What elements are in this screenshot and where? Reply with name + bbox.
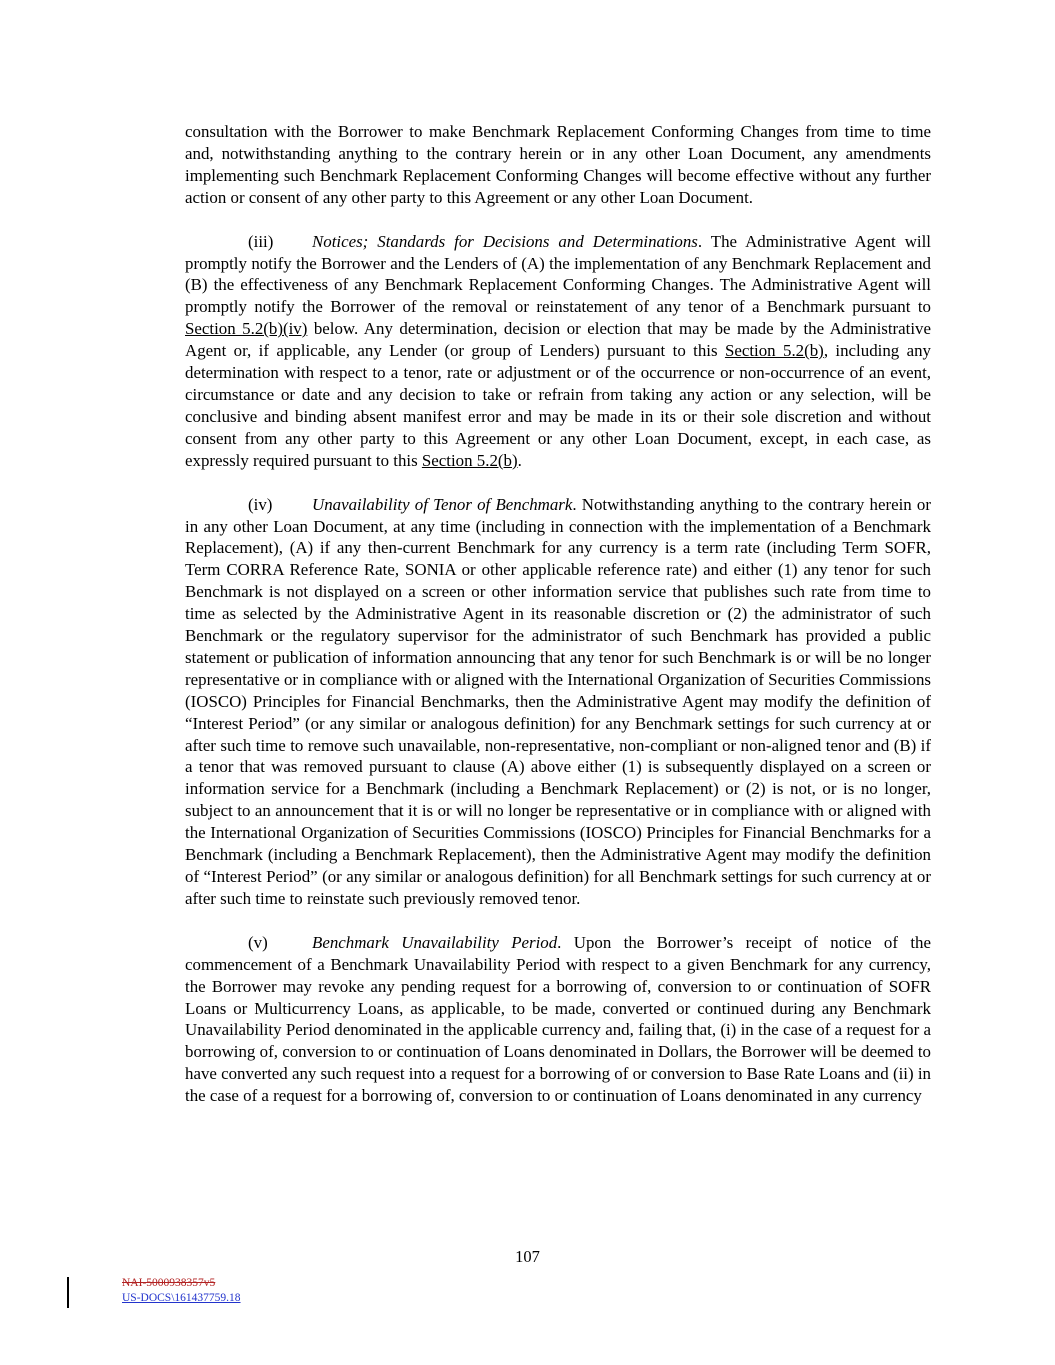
footer-stamps xyxy=(122,1276,241,1306)
paragraph-label: (v) xyxy=(248,932,268,952)
section-reference: Section 5.2(b) xyxy=(724,341,824,361)
clause-heading: Benchmark Unavailability Period xyxy=(312,932,558,952)
paragraph-label: (iii) xyxy=(248,231,274,251)
paragraph xyxy=(185,494,931,910)
body-text: below. Any determination, decision or election that may be made by the Administrative Agent or, if applicable, any Lender (or group of Lenders) pursuant to this xyxy=(185,319,931,361)
clause-heading: Unavailability of Tenor of Benchmark xyxy=(312,494,573,514)
section-reference: Section 5.2(b)(iv) xyxy=(185,319,308,339)
paragraph-label: (iv) xyxy=(248,494,273,514)
body-text: , including any determination with respect to a tenor, rate or adjustment or of the occurrence or non-occurrence of an event, circumstance or date and any decision to take or refrain from taking any action or any selection, will be conclusive and binding absent manifest error and may be made in its or their sole discretion and without consent from any other party to this Agreement or any other Loan Document, except, in each case, as expressly required pursuant to this xyxy=(185,341,931,470)
body-text: . Notwithstanding anything to the contrary herein or in any other Loan Document, at any time (including in connection with the implementation of a Benchmark Replacement), (A) if any then-current Benchmark for any currency is a term rate (including Term SOFR, Term CORRA Reference Rate, SONIA or other applicable reference rate) and either (1) any tenor for such Benchmark is not displayed on a screen or other information service that publishes such rate from time to time as selected by the Administrative Agent in its reasonable discretion or (2) the administrator of such Benchmark or the regulatory supervisor for the administrator of such Benchmark has provided a public statement or publication of information announcing that any tenor for such Benchmark is or will be no longer representative or in compliance with or aligned with the International Organization of Securities Commissions (IOSCO) Principles for Financial Benchmarks, then the Administrative Agent may modify the definition of “Interest Period” (or any similar or analogous definition) for any Benchmark settings for such currency at or after such time to remove such unavailable, non-representative, non-compliant or non-aligned tenor and (B) if a tenor that was removed pursuant to clause (A) above either (1) is subsequently displayed on a screen or information service for a Benchmark (including a Benchmark Replacement) or (2) is not, or is no longer, subject to an announcement that it is or will no longer be representative or in compliance with or aligned with the International Organization of Securities Commissions (IOSCO) Principles for Financial Benchmarks for a Benchmark (including a Benchmark Replacement), then the Administrative Agent may modify the definition of “Interest Period” (or any similar or analogous definition) for all Benchmark settings for such currency at or after such time to reinstate such previously removed tenor. xyxy=(185,494,931,908)
paragraph xyxy=(185,231,931,472)
paragraph xyxy=(185,932,931,1107)
body-text: . xyxy=(517,450,522,470)
body-text: consultation with the Borrower to make Benchmark Replacement Conforming Changes from time to time and, notwithstanding anything to the contrary herein or in any other Loan Document, any amendments implementing such Benchmark Replacement Conforming Changes will become effective without any further action or consent of any other party to this Agreement or any other Loan Document. xyxy=(185,122,931,207)
section-reference: Section 5.2(b) xyxy=(421,450,518,470)
page-number: 107 xyxy=(515,1247,540,1266)
clause-heading: Notices; Standards for Decisions and Determinations xyxy=(312,231,698,251)
document-stamp-inserted: US-DOCS\161437759.18 xyxy=(122,1292,241,1304)
body-text: . Upon the Borrower’s receipt of notice of the commencement of a Benchmark Unavailability Period with respect to a given Benchmark for any currency, the Borrower may revoke any pending request for a borrowing of, conversion to or continuation of SOFR Loans or Multicurrency Loans, as applicable, to be made, converted or continued during any Benchmark Unavailability Period denominated in the applicable currency and, failing that, (i) in the case of a request for a borrowing of, conversion to or continuation of Loans denominated in Dollars, the Borrower will be deemed to have converted any such request into a request for a borrowing of or conversion to Base Rate Loans and (ii) in the case of a request for a borrowing of, conversion to or continuation of Loans denominated in any currency xyxy=(185,932,931,1106)
document-body xyxy=(185,121,931,1129)
change-bar xyxy=(67,1277,69,1308)
document-stamp-deleted: NAI-5000938357v5 xyxy=(122,1277,216,1289)
paragraph xyxy=(185,121,931,209)
body-text: . The Administrative Agent will promptly notify the Borrower and the Lenders of (A) the implementation of any Benchmark Replacement and (B) the effectiveness of any Benchmark Replacement Conforming Changes. The Administrative Agent will promptly notify the Borrower of the removal or reinstatement of any tenor of a Benchmark pursuant to xyxy=(185,231,931,317)
